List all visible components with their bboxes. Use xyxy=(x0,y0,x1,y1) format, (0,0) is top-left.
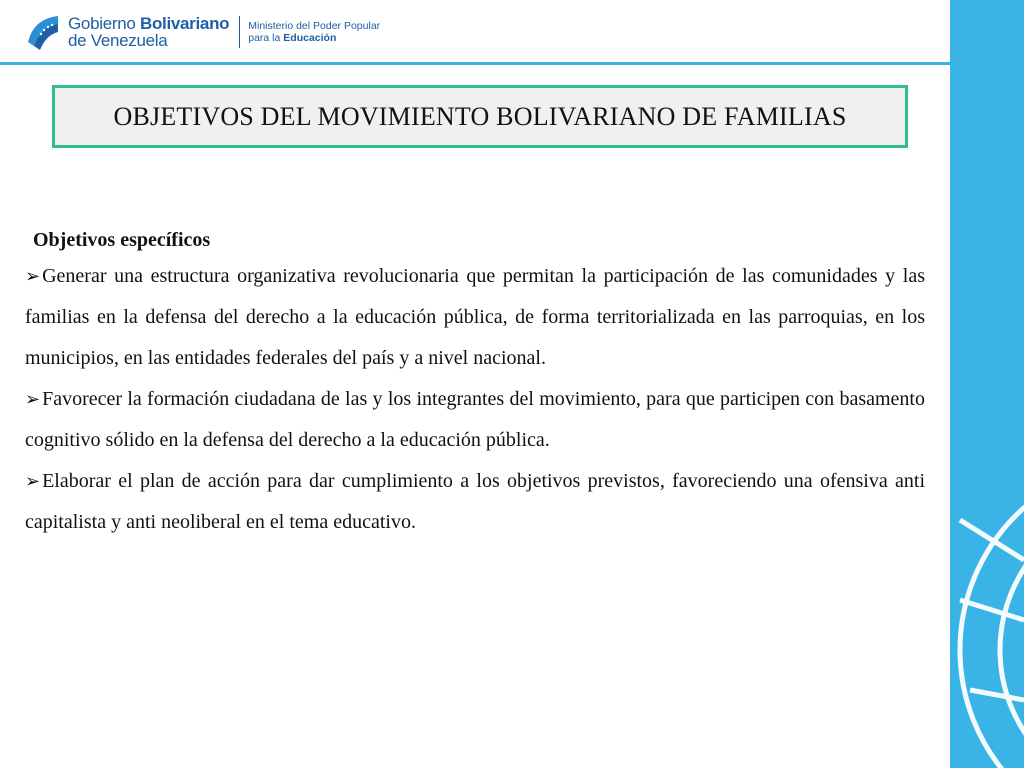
logo-divider xyxy=(239,16,240,48)
ministry-line2-prefix: para la xyxy=(248,32,284,44)
arrow-bullet-icon: ➢ xyxy=(25,471,41,491)
ministry-line2-bold: Educación xyxy=(283,32,337,44)
page-title: OBJETIVOS DEL MOVIMIENTO BOLIVARIANO DE FAMILIAS xyxy=(113,101,847,131)
header-rule xyxy=(0,62,950,65)
header xyxy=(0,0,950,64)
ministry-line1: Ministerio del Poder Popular xyxy=(248,20,381,32)
side-decoration xyxy=(950,0,1024,768)
objective-item xyxy=(25,379,925,461)
objective-text: Elaborar el plan de acción para dar cumplimiento a los objetivos previstos, favoreciendo una ofensiva anti capitalista y anti neoliberal en el tema educativo. xyxy=(25,470,925,533)
venezuela-flag-icon xyxy=(24,12,62,52)
section-subheading: Objetivos específicos xyxy=(33,229,211,251)
objective-item xyxy=(25,461,925,543)
objectives-section xyxy=(25,226,925,543)
government-logo xyxy=(24,12,380,52)
ministry-name xyxy=(248,20,380,44)
arrow-bullet-icon: ➢ xyxy=(25,266,41,286)
objective-text: Favorecer la formación ciudadana de las y los integrantes del movimiento, para que participen con basamento cognitivo sólido en la defensa del derecho a la educación pública. xyxy=(25,388,925,451)
objective-text: Generar una estructura organizativa revolucionaria que permitan la participación de las comunidades y las familias en la defensa del derecho a la educación pública, de forma territorializada en las parroquias, en los municipios, en las entidades federales del país y a nivel nacional. xyxy=(25,265,925,369)
logo-line1-prefix: Gobierno xyxy=(68,14,140,33)
objective-item xyxy=(25,256,925,379)
logo-line1-bold: Bolivariano xyxy=(139,14,230,33)
government-name xyxy=(68,15,229,49)
logo-line2: de Venezuela xyxy=(68,31,168,50)
arrow-bullet-icon: ➢ xyxy=(25,389,41,409)
title-box xyxy=(52,85,908,148)
decorative-arcs-icon xyxy=(950,0,1024,768)
